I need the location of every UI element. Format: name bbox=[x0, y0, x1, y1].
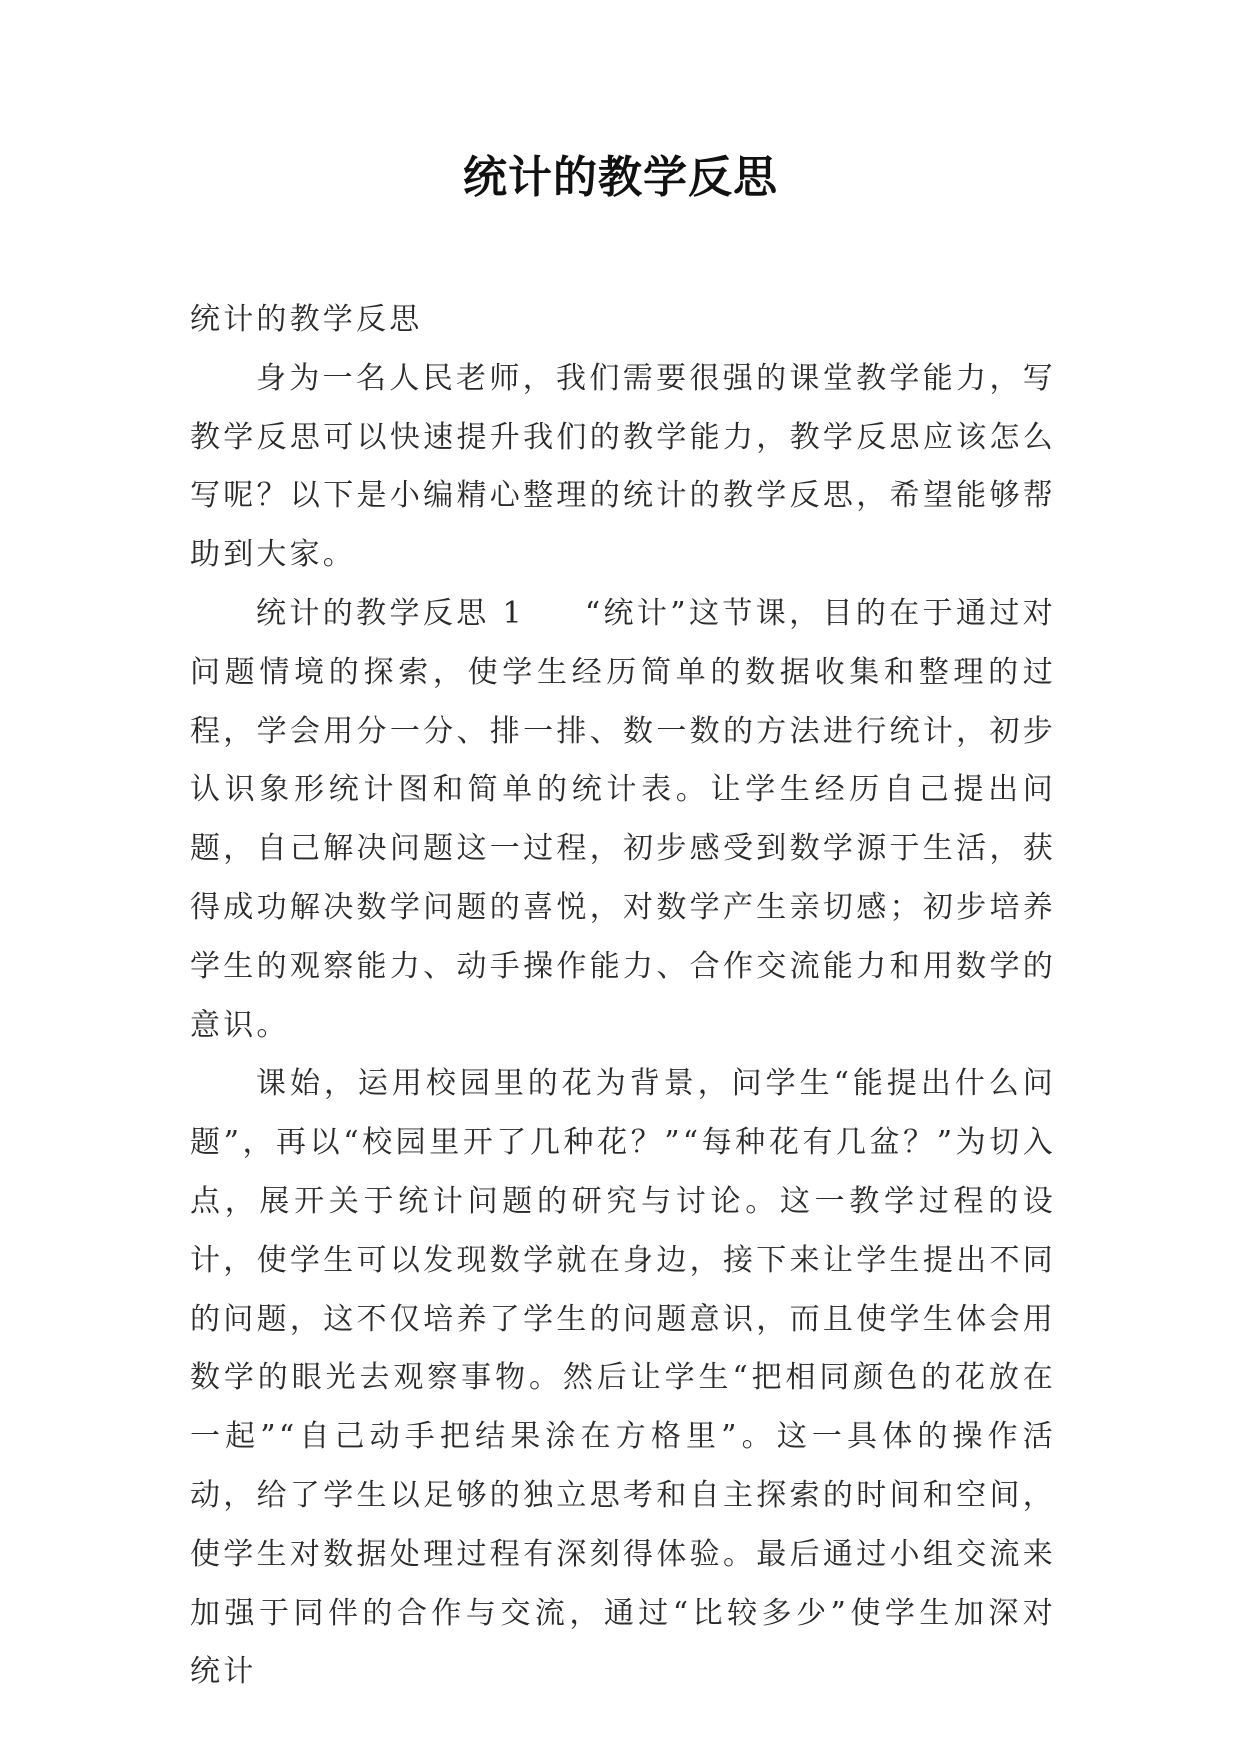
intro-paragraph: 身为一名人民老师，我们需要很强的课堂教学能力，写教学反思可以快速提升我们的教学能力，教学反思应该怎么写呢？以下是小编精心整理的统计的教学反思，希望能够帮助到大家。 bbox=[190, 360, 1056, 573]
section-1-text: “统计”这节课，目的在于通过对问题情境的探索，使学生经历简单的数据收集和整理的过程，学会用分一分、排一排、数一数的方法进行统计，初步认识象形统计图和简单的统计表。让学生经历自己提出问题，自己解决问题这一过程，初步感受到数学源于生活，获得成功解决数学问题的喜悦，对数学产生亲切感；初步培养学生的观察能力、动手操作能力、合作交流能力和用数学的意识。 bbox=[190, 595, 1056, 1043]
section-1-heading: 统计的教学反思 1 bbox=[256, 595, 525, 631]
subtitle-line: 统计的教学反思 bbox=[190, 302, 423, 337]
document-title: 统计的教学反思 bbox=[463, 152, 778, 203]
document-body bbox=[190, 291, 1056, 1702]
section-1-paragraph bbox=[190, 585, 1056, 1055]
paragraph-2: 课始，运用校园里的花为背景，问学生“能提出什么问题”，再以“校园里开了几种花？”“每种花有几盆？”为切入点，展开关于统计问题的研究与讨论。这一教学过程的设计，使学生可以发现数学就在身边，接下来让学生提出不同的问题，这不仅培养了学生的问题意识，而且使学生体会用数学的眼光去观察事物。然后让学生“把相同颜色的花放在一起”“自己动手把结果涂在方格里”。这一具体的操作活动，给了学生以足够的独立思考和自主探索的时间和空间，使学生对数据处理过程有深刻得体验。最后通过小组交流来加强于同伴的合作与交流，通过“比较多少”使学生加深对统计 bbox=[190, 1066, 1056, 1690]
